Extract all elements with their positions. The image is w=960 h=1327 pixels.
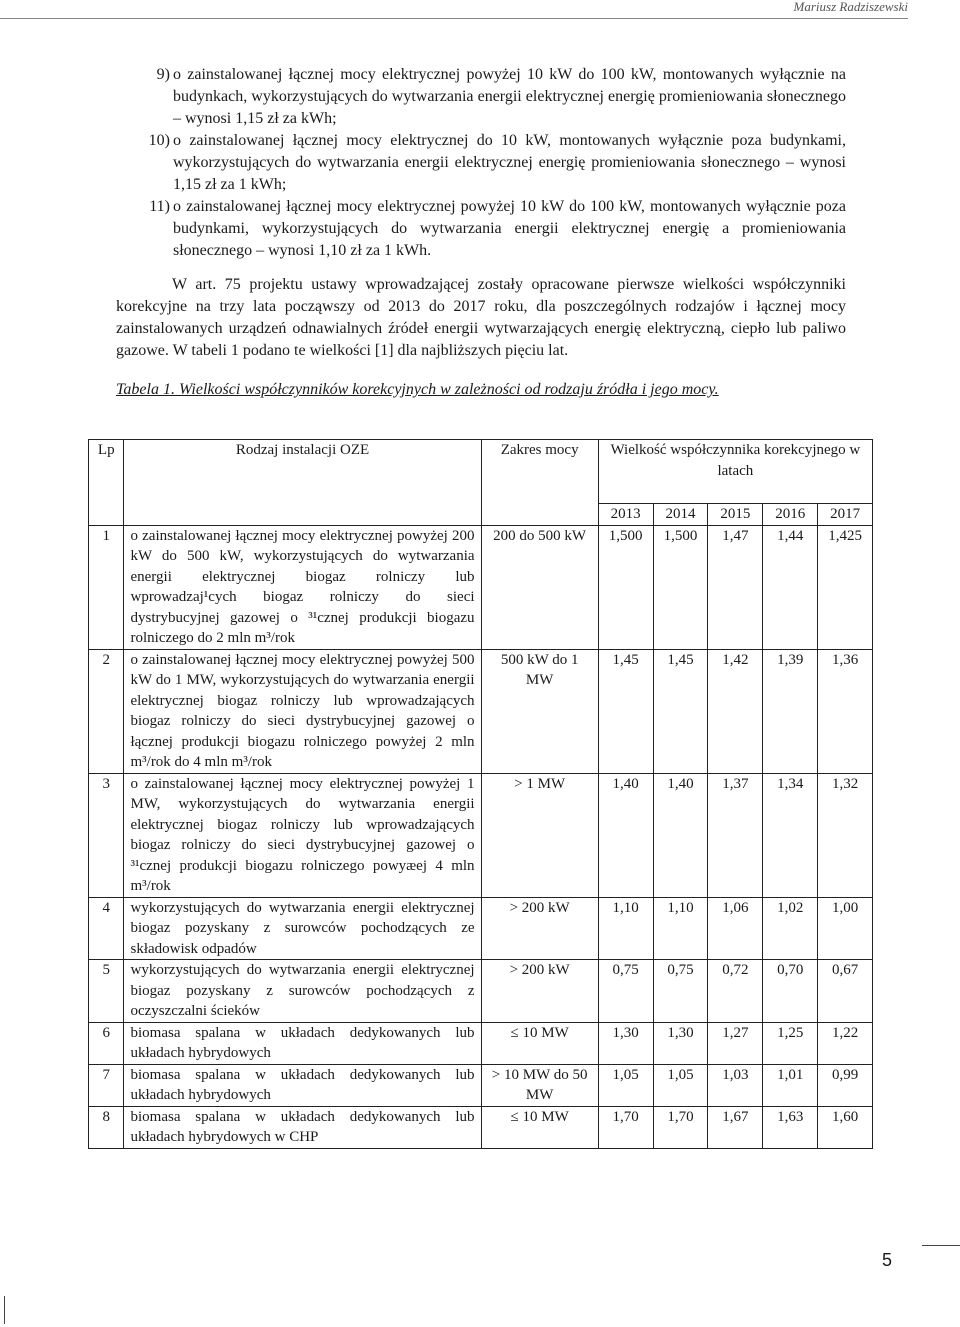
factor-2017: 1,00 xyxy=(818,897,873,960)
power-range: > 200 kW xyxy=(481,897,598,960)
list-text: o zainstalowanej łącznej mocy elektrycznej do 10 kW, montowanych wyłącznie poza budynkami, wykorzystujących do wytwarzania energii elektrycznej energię promieniowania słonecznego – wynosi 1,15 zł za 1 kWh; xyxy=(173,132,846,193)
factor-2017: 0,67 xyxy=(818,960,873,1023)
table-row xyxy=(89,773,873,897)
factor-2017: 0,99 xyxy=(818,1064,873,1106)
factor-2013: 1,30 xyxy=(598,1022,653,1064)
factor-2013: 1,40 xyxy=(598,773,653,897)
factor-2014: 1,500 xyxy=(653,525,708,649)
row-number: 4 xyxy=(89,897,124,960)
row-number: 8 xyxy=(89,1106,124,1148)
table-row xyxy=(89,960,873,1023)
factor-2017: 1,22 xyxy=(818,1022,873,1064)
table-caption: Tabela 1. Wielkości współczynników korekcyjnych w zależności od rodzaju źródła i jego mocy. xyxy=(116,381,719,398)
factor-2015: 1,47 xyxy=(708,525,763,649)
year-2013: 2013 xyxy=(598,504,653,526)
factor-2014: 0,75 xyxy=(653,960,708,1023)
factor-2015: 1,67 xyxy=(708,1106,763,1148)
list-text: o zainstalowanej łącznej mocy elektrycznej powyżej 10 kW do 100 kW, montowanych wyłącznie poza budynkami, wykorzystujących do wytwarzania energii elektrycznej energię a promieniowania słonecznego – wynosi 1,10 zł za 1 kWh. xyxy=(173,198,846,259)
installation-description: o zainstalowanej łącznej mocy elektrycznej powyżej 1 MW, wykorzystujących do wytwarzania energii elektrycznej biogaz rolniczy lub wprowadzających biogaz rolniczy do sieci dystrybucyjnej gazowej o ³¹cznej produkcji biogazu rolniczego powyæej 4 mln m³/rok xyxy=(124,773,481,897)
factor-2017: 1,60 xyxy=(818,1106,873,1148)
power-range: 200 do 500 kW xyxy=(481,525,598,649)
list-item-9 xyxy=(116,64,846,130)
factor-2013: 0,75 xyxy=(598,960,653,1023)
installation-description: o zainstalowanej łącznej mocy elektrycznej powyżej 200 kW do 500 kW, wykorzystujących do wytwarzania energii elektrycznej biogaz rolniczy lub wprowadzaj¹cych biogaz rolniczy do sieci dystrybucyjnej gazowej o ³¹cznej produkcji biogazu rolniczego do 2 mln m³/rok xyxy=(124,525,481,649)
page-header xyxy=(0,0,960,20)
year-2017: 2017 xyxy=(818,504,873,526)
factor-2015: 1,03 xyxy=(708,1064,763,1106)
table-row xyxy=(89,525,873,649)
list-number: 10) xyxy=(148,132,170,149)
list-number: 11) xyxy=(149,198,170,215)
factor-2014: 1,40 xyxy=(653,773,708,897)
installation-description: biomasa spalana w układach dedykowanych lub układach hybrydowych xyxy=(124,1022,481,1064)
table-row xyxy=(89,649,873,773)
header-correction-factor: Wielkość współczynnika korekcyjnego w latach xyxy=(598,440,872,504)
page-number: 5 xyxy=(882,1250,893,1270)
page-content xyxy=(116,64,846,401)
header-power-range: Zakres mocy xyxy=(481,440,598,526)
year-2015: 2015 xyxy=(708,504,763,526)
factor-2014: 1,05 xyxy=(653,1064,708,1106)
correction-factors-table xyxy=(88,439,873,1149)
table-row xyxy=(89,1022,873,1064)
factor-2016: 1,25 xyxy=(763,1022,818,1064)
table-row xyxy=(89,897,873,960)
installation-description: biomasa spalana w układach dedykowanych lub układach hybrydowych xyxy=(124,1064,481,1106)
installation-description: o zainstalowanej łącznej mocy elektrycznej powyżej 500 kW do 1 MW, wykorzystujących do wytwarzania energii elektrycznej biogaz rolniczy lub wprowadzających biogaz rolniczy do sieci dystrybucyjnej gazowej o łącznej produkcji biogazu rolniczego powyżej 2 mln m³/rok do 4 mln m³/rok xyxy=(124,649,481,773)
factor-2015: 1,37 xyxy=(708,773,763,897)
factor-2014: 1,30 xyxy=(653,1022,708,1064)
year-2014: 2014 xyxy=(653,504,708,526)
factor-2017: 1,32 xyxy=(818,773,873,897)
factor-2015: 1,06 xyxy=(708,897,763,960)
installation-description: biomasa spalana w układach dedykowanych lub układach hybrydowych w CHP xyxy=(124,1106,481,1148)
factor-2017: 1,36 xyxy=(818,649,873,773)
list-item-11 xyxy=(116,196,846,262)
installation-description: wykorzystujących do wytwarzania energii elektrycznej biogaz pozyskany z surowców pochodzących z oczyszczalni ścieków xyxy=(124,960,481,1023)
body-paragraph: W art. 75 projektu ustawy wprowadzającej zostały opracowane pierwsze wielkości współczynniki korekcyjne na trzy lata począwszy od 2013 do 2017 roku, dla poszczególnych rodzajów i łącznej mocy zainstalowanych urządzeń odnawialnych źródeł energii wytwarzających energię elektryczną, ciepło lub paliwo gazowe. W tabeli 1 podano te wielkości [1] dla najbliższych pięciu lat. xyxy=(116,276,846,359)
margin-mark xyxy=(4,1296,5,1324)
row-number: 2 xyxy=(89,649,124,773)
row-number: 6 xyxy=(89,1022,124,1064)
header-rule xyxy=(0,18,908,19)
header-author: Mariusz Radziszewski xyxy=(793,0,908,14)
row-number: 7 xyxy=(89,1064,124,1106)
power-range: > 10 MW do 50 MW xyxy=(481,1064,598,1106)
factor-2013: 1,45 xyxy=(598,649,653,773)
factor-2014: 1,45 xyxy=(653,649,708,773)
power-range: ≤ 10 MW xyxy=(481,1106,598,1148)
factor-2016: 1,01 xyxy=(763,1064,818,1106)
factor-2014: 1,70 xyxy=(653,1106,708,1148)
factor-2016: 1,34 xyxy=(763,773,818,897)
factor-2015: 1,27 xyxy=(708,1022,763,1064)
year-2016: 2016 xyxy=(763,504,818,526)
factor-2014: 1,10 xyxy=(653,897,708,960)
row-number: 5 xyxy=(89,960,124,1023)
factor-2013: 1,10 xyxy=(598,897,653,960)
factor-2016: 1,02 xyxy=(763,897,818,960)
table-row xyxy=(89,1064,873,1106)
factor-2015: 1,42 xyxy=(708,649,763,773)
list-item-10 xyxy=(116,130,846,196)
power-range: > 1 MW xyxy=(481,773,598,897)
factor-2013: 1,05 xyxy=(598,1064,653,1106)
factor-2016: 0,70 xyxy=(763,960,818,1023)
row-number: 1 xyxy=(89,525,124,649)
installation-description: wykorzystujących do wytwarzania energii elektrycznej biogaz pozyskany z surowców pochodzących ze składowisk odpadów xyxy=(124,897,481,960)
header-lp: Lp xyxy=(89,440,124,526)
factor-2016: 1,44 xyxy=(763,525,818,649)
factor-2015: 0,72 xyxy=(708,960,763,1023)
table-body xyxy=(89,525,873,1148)
header-installation-type: Rodzaj instalacji OZE xyxy=(124,440,481,526)
corner-rule xyxy=(922,1245,960,1246)
factor-2016: 1,63 xyxy=(763,1106,818,1148)
table-row xyxy=(89,1106,873,1148)
list-number: 9) xyxy=(156,66,170,83)
factor-2017: 1,425 xyxy=(818,525,873,649)
factor-2013: 1,500 xyxy=(598,525,653,649)
power-range: 500 kW do 1 MW xyxy=(481,649,598,773)
table-header-row xyxy=(89,440,873,504)
list-text: o zainstalowanej łącznej mocy elektrycznej powyżej 10 kW do 100 kW, montowanych wyłącznie na budynkach, wykorzystujących do wytwarzania energii elektrycznej energię promieniowania słonecznego – wynosi 1,15 zł za kWh; xyxy=(173,66,846,127)
power-range: ≤ 10 MW xyxy=(481,1022,598,1064)
row-number: 3 xyxy=(89,773,124,897)
factor-2013: 1,70 xyxy=(598,1106,653,1148)
factor-2016: 1,39 xyxy=(763,649,818,773)
power-range: > 200 kW xyxy=(481,960,598,1023)
